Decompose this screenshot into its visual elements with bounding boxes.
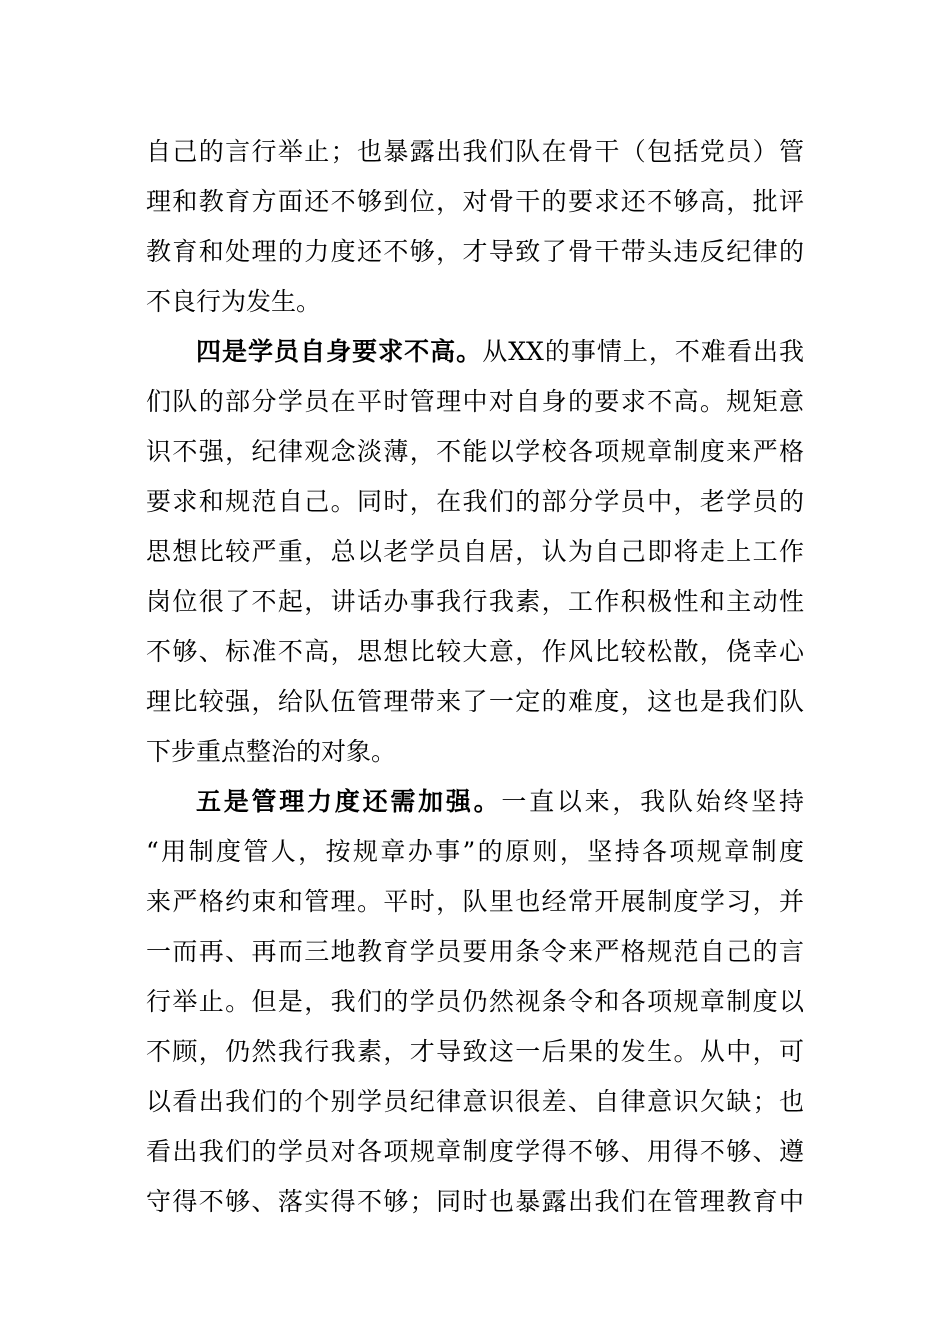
paragraph-line: 们队的部分学员在平时管理中对自身的要求不高。规矩意 bbox=[146, 387, 804, 416]
paragraph-line: “用制度管人，按规章办事”的原则，坚持各项规章制度 bbox=[146, 837, 804, 866]
paragraph-line: 不顾，仍然我行我素，才导致这一后果的发生。从中，可 bbox=[146, 1037, 804, 1066]
paragraph-line: 看出我们的学员对各项规章制度学得不够、用得不够、遵 bbox=[146, 1137, 804, 1166]
section-4-text: 从XX的事情上，不难看出我 bbox=[482, 337, 804, 366]
paragraph-line: 以看出我们的个别学员纪律意识很差、自律意识欠缺；也 bbox=[146, 1087, 804, 1116]
paragraph-line: 下步重点整治的对象。 bbox=[146, 737, 397, 766]
section-5-text: 一直以来，我队始终坚持 bbox=[501, 787, 804, 816]
paragraph-line: 不良行为发生。 bbox=[146, 287, 322, 316]
paragraph-line: 理比较强，给队伍管理带来了一定的难度，这也是我们队 bbox=[146, 687, 804, 716]
section-5-first-line bbox=[196, 777, 804, 827]
paragraph-line: 来严格约束和管理。平时，队里也经常开展制度学习，并 bbox=[146, 887, 804, 916]
section-4-first-line bbox=[196, 327, 804, 377]
paragraph-line: 一而再、再而三地教育学员要用条令来严格规范自己的言 bbox=[146, 937, 804, 966]
paragraph-line: 行举止。但是，我们的学员仍然视条令和各项规章制度以 bbox=[146, 987, 804, 1016]
paragraph-line: 自己的言行举止；也暴露出我们队在骨干（包括党员）管 bbox=[146, 137, 804, 166]
paragraph-line: 不够、标准不高，思想比较大意，作风比较松散，侥幸心 bbox=[146, 637, 804, 666]
section-5-heading: 五是管理力度还需加强。 bbox=[196, 787, 502, 816]
paragraph-line: 思想比较严重，总以老学员自居，认为自己即将走上工作 bbox=[146, 537, 804, 566]
paragraph-line: 识不强，纪律观念淡薄，不能以学校各项规章制度来严格 bbox=[146, 437, 804, 466]
paragraph-line: 岗位很了不起，讲话办事我行我素，工作积极性和主动性 bbox=[146, 587, 804, 616]
paragraph-line: 要求和规范自己。同时，在我们的部分学员中，老学员的 bbox=[146, 487, 804, 516]
section-4-heading: 四是学员自身要求不高。 bbox=[196, 337, 483, 366]
paragraph-line: 守得不够、落实得不够；同时也暴露出我们在管理教育中 bbox=[146, 1187, 804, 1216]
paragraph-line: 理和教育方面还不够到位，对骨干的要求还不够高，批评 bbox=[146, 187, 804, 216]
paragraph-line: 教育和处理的力度还不够，才导致了骨干带头违反纪律的 bbox=[146, 237, 804, 266]
